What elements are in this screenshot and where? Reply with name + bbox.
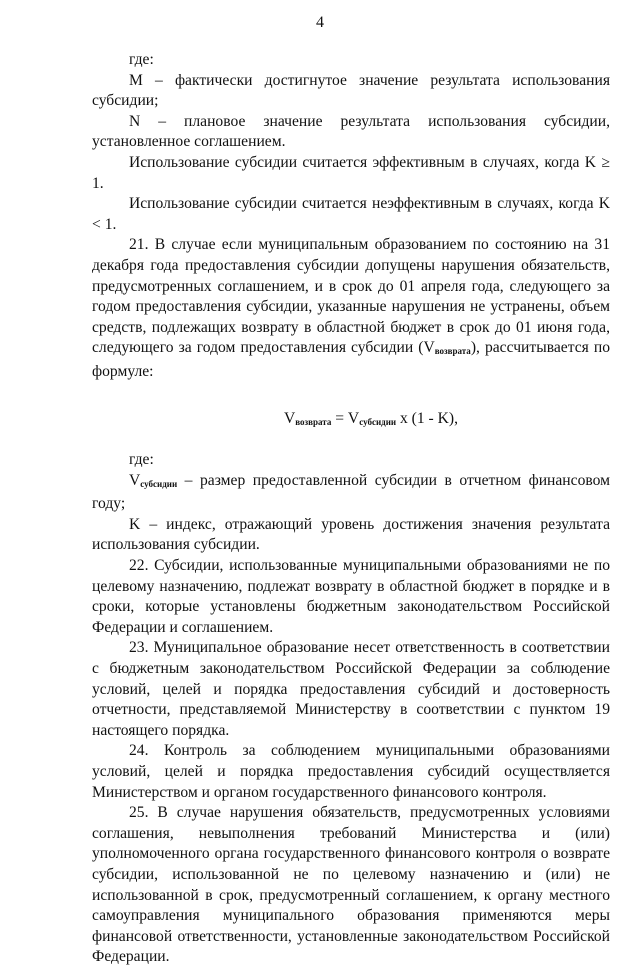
k-definition: K – индекс, отражающий уровень достижения значения результата использования субсидии. [92,515,610,554]
clause-21-text: 21. В случае если муниципальным образованием по состоянию на 31 декабря года предоставления субсидии допущены нарушения обязательств, предусмотренных соглашением, и в срок до 01 апреля года, следующего за годом предоставления субсидии, указанные нарушения не устранены, объем средств, подлежащих возврату в областной бюджет в срок до 01 июня года, следующего за годом предоставления субсидии (V [92,236,610,357]
formula-eq: = V [331,409,360,427]
formula-rhs: x (1 - K), [396,409,459,427]
clause-21 [92,235,610,382]
clause-21-subscript: возврата [434,346,471,357]
clause-22: 22. Субсидии, использованные муниципальными образованиями не по целевому назначению, подлежат возврату в областной бюджет в порядке и в сроки, которые установлены бюджетным законодательством Российской Федерации и соглашением. [92,557,610,636]
clause-24: 24. Контроль за соблюдением муниципальными образованиями условий, целей и порядка предоставления субсидий осуществляется Министерством и органом государственного финансового контроля. [92,742,610,801]
v-def-prefix: V [129,471,141,489]
ineffective-condition: Использование субсидии считается неэффективным в случаях, когда K < 1. [92,195,610,233]
n-definition: N – плановое значение результата использования субсидии, установленное соглашением. [92,112,610,151]
formula-lhs: V [283,409,296,427]
formula-rhs-subscript: субсидии [359,416,397,427]
v-definition [92,471,610,515]
page-number: 4 [316,14,324,31]
m-definition: М – фактически достигнутое значение результата использования субсидии; [92,71,610,110]
clause-25: 25. В случае нарушения обязательств, предусмотренных условиями соглашения, невыполнения требований Министерства и (или) уполномоченного органа государственного финансового контроля о возврате субсидии, использованной не по целевому назначению и (или) не использованной в срок, предусмотренный соглашением, к органу местного самоуправления муниципального образования применяются меры финансовой ответственности, установленные законодательством Российской Федерации. [92,804,610,966]
effective-condition: Использование субсидии считается эффективным в случаях, когда K ≥ 1. [92,153,610,192]
clause-23: 23. Муниципальное образование несет ответственность в соответствии с бюджетным законодательством Российской Федерации за соблюдение условий, целей и порядка предоставления субсидий и достоверность отчетности, представляемой Министерству в соответствии с пунктом 19 настоящего порядка. [92,639,610,739]
document-body [92,50,610,968]
return-formula [92,409,610,433]
formula-lhs-subscript: возврата [295,416,332,427]
where-label-2: где: [129,451,154,469]
where-label-1: где: [129,51,154,68]
v-def-text: – размер предоставленной субсидии в отчетном финансовом году; [92,471,610,513]
clause-21-text-end: ), рассчитывается по формуле: [92,339,610,380]
v-def-subscript: субсидии [140,478,178,489]
